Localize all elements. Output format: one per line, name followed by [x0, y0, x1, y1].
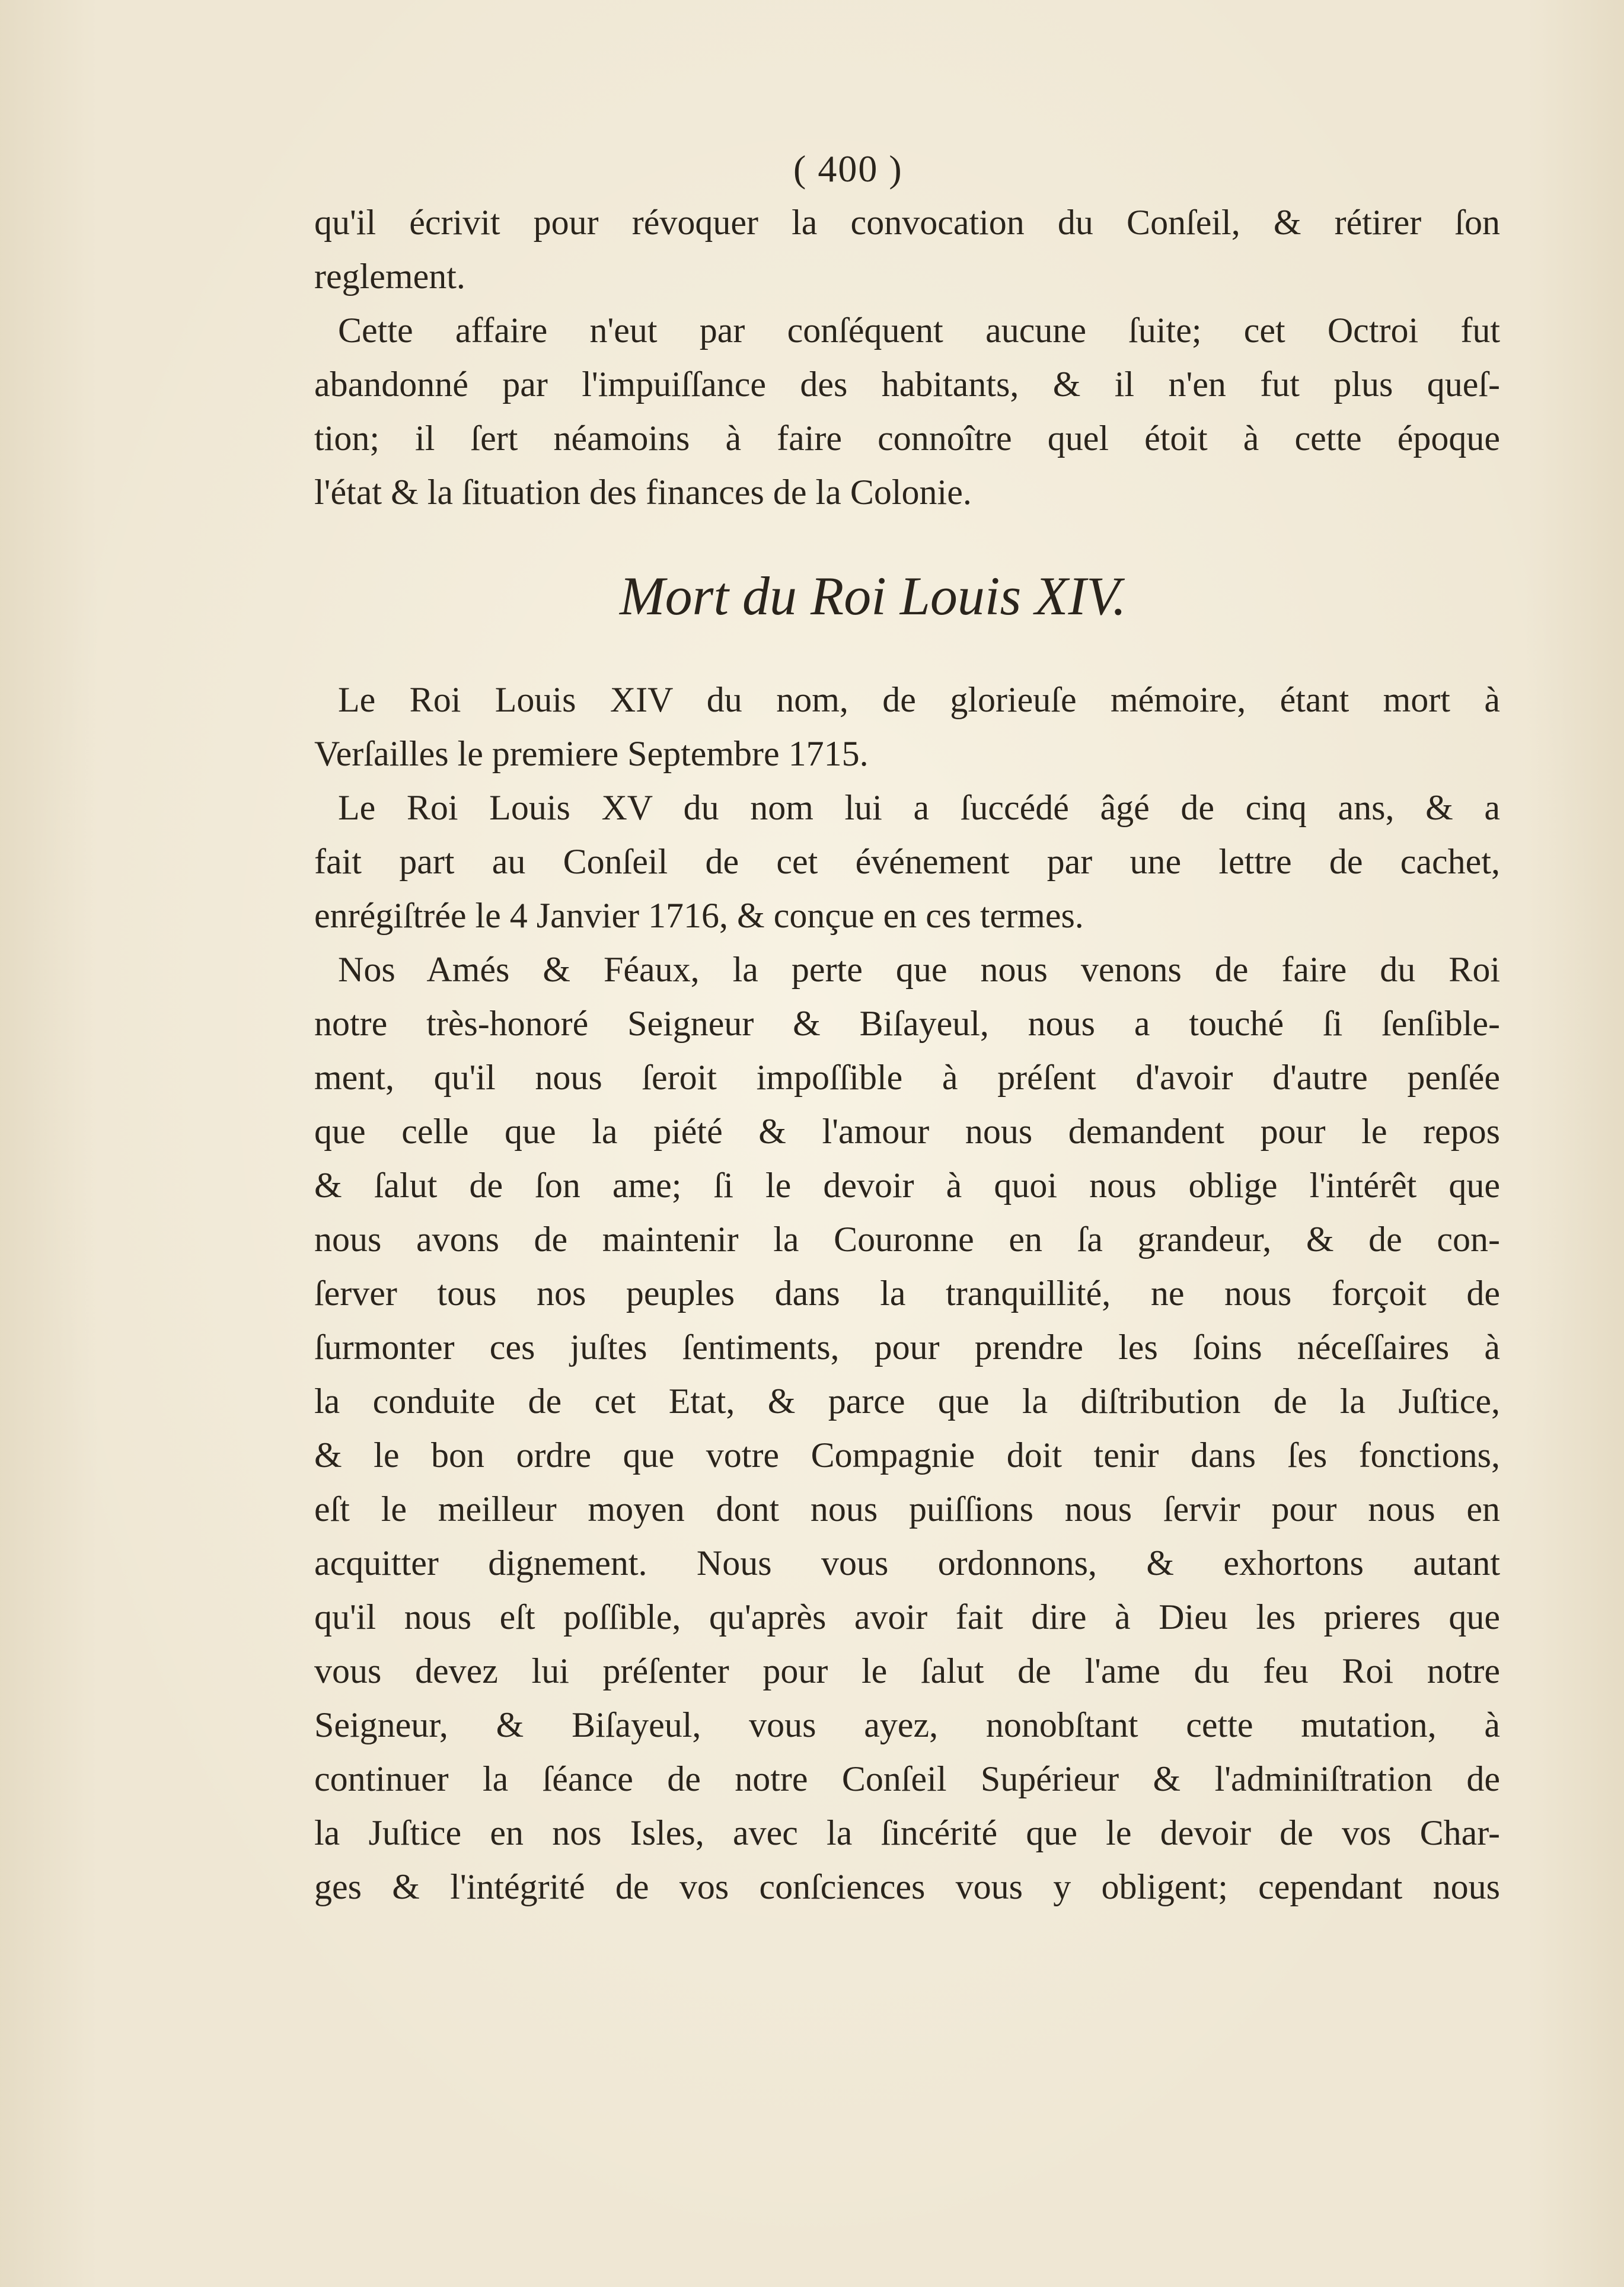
text-line: ſurmonter ces juſtes ſentiments, pour prendre les ſoins néceſſaires à [314, 1328, 1500, 1367]
text-line: tion; il ſert néamoins à faire connoître quel étoit à cette époque [314, 419, 1500, 458]
section-heading: Mort du Roi Louis XIV. [620, 566, 1127, 626]
text-line: l'état & la ſituation des finances de la Colonie. [314, 473, 972, 512]
text-line: la Juſtice en nos Isles, avec la ſincérité que le devoir de vos Char- [314, 1813, 1500, 1852]
text-line: & le bon ordre que votre Compagnie doit tenir dans ſes fonctions, [314, 1436, 1500, 1475]
text-line: enrégiſtrée le 4 Janvier 1716, & conçue en ces termes. [314, 896, 1084, 935]
text-line: continuer la ſéance de notre Conſeil Supérieur & l'adminiſtration de [314, 1759, 1500, 1798]
paragraph-after-heading [314, 673, 1500, 1914]
text-line: notre très-honoré Seigneur & Biſayeul, nous a touché ſi ſenſible- [314, 1004, 1500, 1043]
paragraph-before-heading [314, 196, 1500, 519]
text-line: reglement. [314, 257, 465, 296]
text-line: vous devez lui préſenter pour le ſalut de l'ame du feu Roi notre [314, 1651, 1500, 1690]
text-line: & ſalut de ſon ame; ſi le devoir à quoi nous oblige l'intérêt que [314, 1166, 1500, 1205]
text-line: que celle que la piété & l'amour nous demandent pour le repos [314, 1112, 1500, 1151]
text-line: qu'il nous eſt poſſible, qu'après avoir fait dire à Dieu les prieres que [314, 1597, 1500, 1637]
text-line: Nos Amés & Féaux, la perte que nous venons de faire du Roi [338, 950, 1500, 989]
text-line: eſt le meilleur moyen dont nous puiſſions nous ſervir pour nous en [314, 1489, 1500, 1529]
text-line: Verſailles le premiere Septembre 1715. [314, 734, 869, 773]
page-number: ( 400 ) [793, 148, 903, 190]
text-line: ment, qu'il nous ſeroit impoſſible à préſent d'avoir d'autre penſée [314, 1058, 1500, 1097]
text-line: Le Roi Louis XIV du nom, de glorieuſe mémoire, étant mort à [338, 680, 1500, 719]
text-line: ges & l'intégrité de vos conſciences vous y obligent; cependant nous [314, 1867, 1500, 1906]
text-line: Cette affaire n'eut par conſéquent aucune ſuite; cet Octroi fut [338, 311, 1500, 350]
text-line: fait part au Conſeil de cet événement par une lettre de cachet, [314, 842, 1500, 881]
text-line: Le Roi Louis XV du nom lui a ſuccédé âgé de cinq ans, & a [338, 788, 1500, 827]
text-line: ſerver tous nos peuples dans la tranquillité, ne nous forçoit de [314, 1274, 1500, 1313]
text-line: Seigneur, & Biſayeul, vous ayez, nonobſtant cette mutation, à [314, 1705, 1500, 1744]
text-line: nous avons de maintenir la Couronne en ſa grandeur, & de con- [314, 1220, 1500, 1259]
text-line: acquitter dignement. Nous vous ordonnons, & exhortons autant [314, 1543, 1500, 1583]
text-line: qu'il écrivit pour révoquer la convocation du Conſeil, & rétirer ſon [314, 203, 1500, 242]
text-line: la conduite de cet Etat, & parce que la diſtribution de la Juſtice, [314, 1382, 1500, 1421]
text-line: abandonné par l'impuiſſance des habitants, & il n'en fut plus queſ- [314, 365, 1500, 404]
